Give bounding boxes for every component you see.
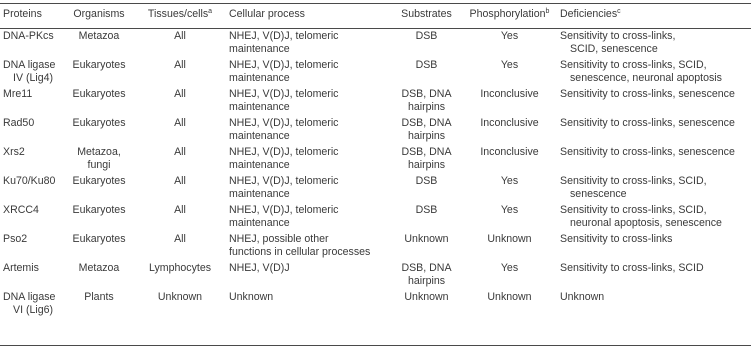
- cell-substrate-line: DSB, DNA: [401, 262, 452, 274]
- cell-tissue: Unknown: [157, 291, 203, 303]
- table-row: [0, 114, 751, 143]
- cell-deficiency-line: neuronal apoptosis, senescence: [570, 217, 722, 229]
- cell-protein-line: DNA ligase: [3, 291, 56, 303]
- cell-organism: [63, 143, 135, 172]
- cell-tissue: Lymphocytes: [148, 262, 212, 274]
- cell-process-line: maintenance: [229, 101, 290, 113]
- cell-deficiency-line: Sensitivity to cross-links, senescence: [560, 88, 735, 100]
- cell-deficiency-line: senescence: [570, 188, 627, 200]
- cell-deficiency: [555, 172, 751, 201]
- cell-phosphorylation: Unknown: [487, 233, 532, 245]
- cell-process-line: NHEJ, V(D)J, telomeric: [229, 88, 339, 100]
- cell-organism-line: Eukaryotes: [72, 88, 126, 100]
- cell-protein: [0, 85, 63, 114]
- cell-phosphorylation: Yes: [500, 175, 519, 187]
- cell-tissue: All: [174, 30, 186, 42]
- cell-substrate: [389, 230, 464, 259]
- cell-protein: [0, 230, 63, 259]
- cell-protein-line: Xrs2: [3, 146, 25, 158]
- cell-substrate-line: hairpins: [407, 130, 446, 142]
- cell-substrate-line: hairpins: [407, 275, 446, 287]
- cell-organism: [63, 56, 135, 85]
- cell-protein: [0, 172, 63, 201]
- cell-process-line: NHEJ, V(D)J, telomeric: [229, 30, 339, 42]
- cell-process-line: NHEJ, V(D)J, telomeric: [229, 117, 339, 129]
- cell-organism: [63, 288, 135, 317]
- cell-process: [225, 230, 389, 259]
- cell-substrate-line: Unknown: [404, 291, 449, 303]
- cell-deficiency-line: Sensitivity to cross-links, senescence: [560, 146, 735, 158]
- cell-deficiency-line: Sensitivity to cross-links,: [560, 30, 676, 42]
- cell-organism: [63, 172, 135, 201]
- cell-process-line: maintenance: [229, 72, 290, 84]
- cell-deficiency-line: Sensitivity to cross-links, SCID,: [560, 175, 707, 187]
- cell-deficiency: [555, 230, 751, 259]
- cell-protein: [0, 56, 63, 85]
- cell-tissue: All: [174, 146, 186, 158]
- cell-process-line: maintenance: [229, 43, 290, 55]
- cell-deficiency-line: SCID, senescence: [570, 43, 658, 55]
- cell-organism: [63, 201, 135, 230]
- cell-process-line: maintenance: [229, 130, 290, 142]
- cell-phosphorylation: Inconclusive: [480, 117, 539, 129]
- table-row: [0, 85, 751, 114]
- table-row: [0, 56, 751, 85]
- cell-substrate-line: DSB: [415, 30, 438, 42]
- cell-substrate-line: hairpins: [407, 101, 446, 113]
- cell-process-line: maintenance: [229, 159, 290, 171]
- cell-process-line: Unknown: [229, 291, 274, 303]
- cell-protein-line: Rad50: [3, 117, 35, 129]
- header-substrates: Substrates: [401, 8, 452, 20]
- cell-deficiency-line: Sensitivity to cross-links, senescence: [560, 117, 735, 129]
- header-phosphorylation: Phosphorylation$^b$: [469, 8, 550, 20]
- cell-protein: [0, 25, 63, 56]
- cell-tissue: All: [174, 204, 186, 216]
- cell-organism-line: Metazoa: [78, 262, 120, 274]
- cell-process: [225, 85, 389, 114]
- cell-protein: [0, 143, 63, 172]
- bottom-rule: [0, 345, 751, 346]
- cell-protein-line: DNA ligase: [3, 59, 56, 71]
- cell-process: [225, 143, 389, 172]
- cell-protein: [0, 114, 63, 143]
- cell-process-line: NHEJ, V(D)J, telomeric: [229, 204, 339, 216]
- cell-protein-line: DNA-PKcs: [3, 30, 54, 42]
- cell-tissue: All: [174, 117, 186, 129]
- cell-process-line: NHEJ, possible other: [229, 233, 329, 245]
- cell-process-line: maintenance: [229, 217, 290, 229]
- cell-substrate-line: Unknown: [404, 233, 449, 245]
- cell-substrate: [389, 25, 464, 56]
- cell-substrate-line: DSB, DNA: [401, 88, 452, 100]
- cell-phosphorylation: Inconclusive: [480, 146, 539, 158]
- cell-deficiency: [555, 143, 751, 172]
- cell-process-line: NHEJ, V(D)J, telomeric: [229, 146, 339, 158]
- cell-deficiency: [555, 114, 751, 143]
- cell-protein-line: Artemis: [3, 262, 39, 274]
- cell-substrate: [389, 143, 464, 172]
- cell-organism-line: Metazoa: [78, 30, 120, 42]
- cell-phosphorylation: Unknown: [487, 291, 532, 303]
- cell-substrate: [389, 114, 464, 143]
- cell-substrate: [389, 259, 464, 288]
- header-organisms: Organisms: [73, 8, 125, 20]
- cell-process-line: functions in cellular processes: [229, 246, 371, 258]
- table-row: [0, 201, 751, 230]
- cell-phosphorylation: Yes: [500, 204, 519, 216]
- cell-deficiency-line: Sensitivity to cross-links, SCID,: [560, 204, 707, 216]
- cell-process-line: NHEJ, V(D)J, telomeric: [229, 175, 339, 187]
- cell-organism-line: Eukaryotes: [72, 175, 126, 187]
- header-row: [0, 3, 751, 25]
- cell-process: [225, 114, 389, 143]
- cell-deficiency-line: senescence, neuronal apoptosis: [570, 72, 722, 84]
- cell-organism-line: Metazoa,: [77, 146, 121, 158]
- cell-deficiency: [555, 201, 751, 230]
- table-row: [0, 259, 751, 288]
- cell-deficiency: [555, 288, 751, 317]
- cell-protein: [0, 201, 63, 230]
- header-process: Cellular process: [229, 8, 305, 20]
- cell-organism-line: Plants: [84, 291, 114, 303]
- cell-process: [225, 288, 389, 317]
- cell-substrate-line: DSB: [415, 59, 438, 71]
- cell-organism: [63, 259, 135, 288]
- cell-protein: [0, 288, 63, 317]
- table-row: [0, 288, 751, 317]
- cell-protein: [0, 259, 63, 288]
- table-row: [0, 143, 751, 172]
- cell-organism-line: Eukaryotes: [72, 233, 126, 245]
- cell-deficiency: [555, 25, 751, 56]
- cell-phosphorylation: Yes: [500, 262, 519, 274]
- cell-organism-line: fungi: [87, 159, 111, 171]
- cell-deficiency: [555, 56, 751, 85]
- cell-substrate-line: DSB, DNA: [401, 146, 452, 158]
- cell-substrate: [389, 172, 464, 201]
- cell-substrate-line: DSB: [415, 175, 438, 187]
- cell-substrate-line: DSB, DNA: [401, 117, 452, 129]
- cell-process-line: NHEJ, V(D)J, telomeric: [229, 59, 339, 71]
- table-row: [0, 230, 751, 259]
- cell-organism: [63, 25, 135, 56]
- cell-organism-line: Eukaryotes: [72, 117, 126, 129]
- cell-substrate: [389, 201, 464, 230]
- table-row: [0, 172, 751, 201]
- cell-phosphorylation: Inconclusive: [480, 88, 539, 100]
- nhej-proteins-table: [0, 3, 751, 317]
- table-row: [0, 25, 751, 56]
- cell-deficiency-line: Sensitivity to cross-links, SCID: [560, 262, 704, 274]
- cell-protein-line: Mre11: [3, 88, 33, 100]
- cell-organism: [63, 230, 135, 259]
- cell-organism: [63, 114, 135, 143]
- cell-protein-line: VI (Lig6): [13, 304, 54, 316]
- cell-substrate: [389, 56, 464, 85]
- cell-substrate: [389, 85, 464, 114]
- cell-organism-line: Eukaryotes: [72, 59, 126, 71]
- header-deficiencies: Deficiencies$^c$: [560, 8, 621, 20]
- cell-deficiency: [555, 85, 751, 114]
- cell-phosphorylation: Yes: [500, 30, 519, 42]
- cell-process-line: NHEJ, V(D)J: [229, 262, 290, 274]
- cell-protein-line: Ku70/Ku80: [3, 175, 56, 187]
- cell-deficiency-line: Unknown: [560, 291, 605, 303]
- cell-deficiency-line: Sensitivity to cross-links, SCID,: [560, 59, 707, 71]
- cell-substrate-line: hairpins: [407, 159, 446, 171]
- cell-process: [225, 172, 389, 201]
- cell-process: [225, 25, 389, 56]
- header-tissues: Tissues/cells$^a$: [147, 8, 213, 20]
- cell-deficiency-line: Sensitivity to cross-links: [560, 233, 673, 245]
- cell-process: [225, 259, 389, 288]
- cell-organism: [63, 85, 135, 114]
- cell-tissue: All: [174, 233, 186, 245]
- cell-protein-line: XRCC4: [3, 204, 39, 216]
- cell-protein-line: Pso2: [3, 233, 28, 245]
- cell-tissue: All: [174, 88, 186, 100]
- cell-substrate: [389, 288, 464, 317]
- cell-process: [225, 201, 389, 230]
- cell-tissue: All: [174, 175, 186, 187]
- cell-deficiency: [555, 259, 751, 288]
- cell-process-line: maintenance: [229, 188, 290, 200]
- cell-organism-line: Eukaryotes: [72, 204, 126, 216]
- cell-protein-line: IV (Lig4): [13, 72, 54, 84]
- cell-tissue: All: [174, 59, 186, 71]
- cell-phosphorylation: Yes: [500, 59, 519, 71]
- header-proteins: Proteins: [3, 8, 42, 20]
- cell-substrate-line: DSB: [415, 204, 438, 216]
- cell-process: [225, 56, 389, 85]
